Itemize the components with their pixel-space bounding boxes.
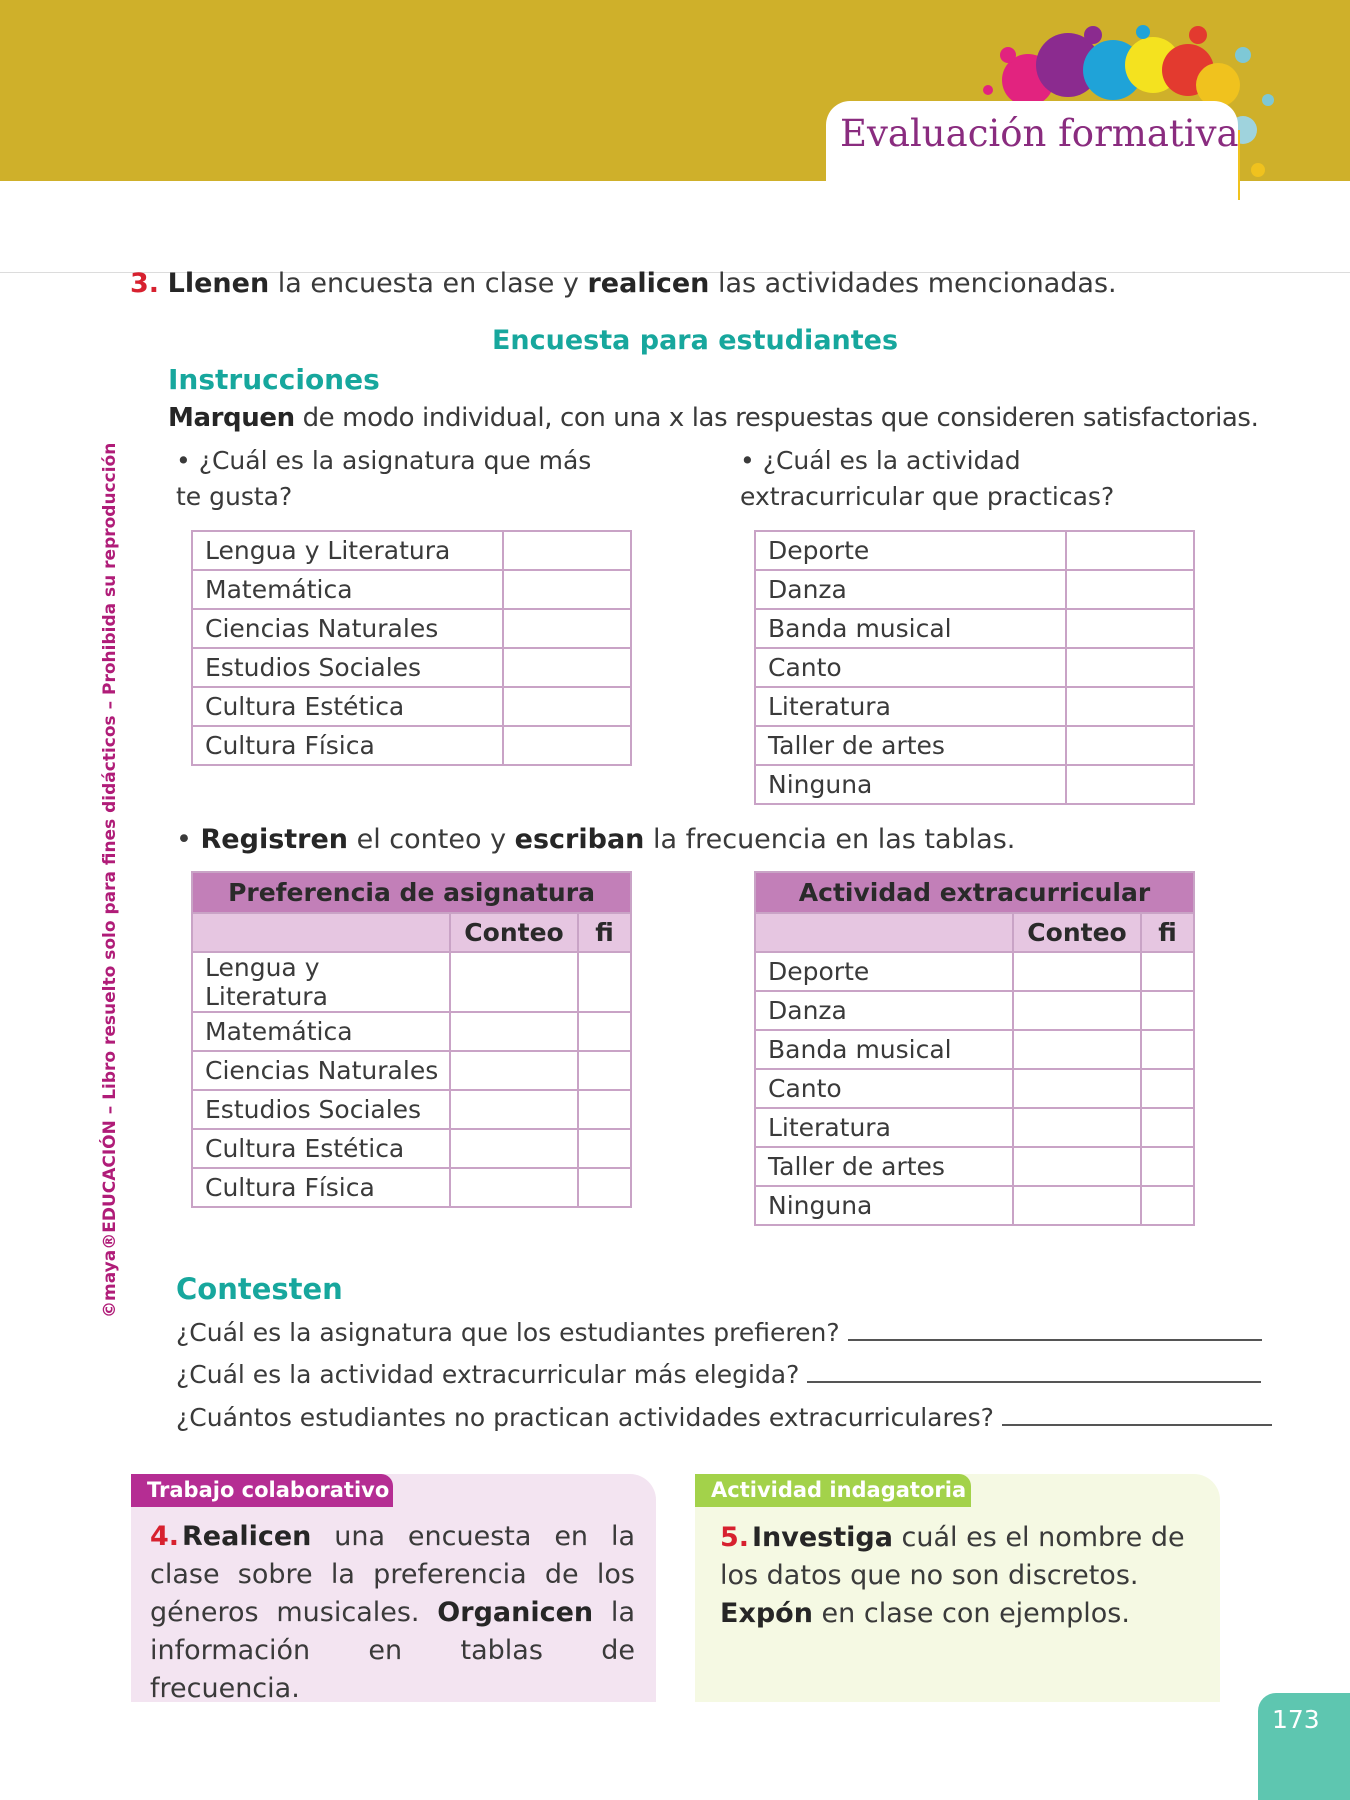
inquiry-tag: Actividad indagatoria	[695, 1474, 971, 1507]
category-label: Ninguna	[755, 1186, 1013, 1225]
verb-llenen: Llenen	[167, 268, 270, 299]
fi-cell[interactable]	[578, 1012, 631, 1051]
conteo-cell[interactable]	[450, 952, 578, 1012]
option-label: Taller de artes	[755, 726, 1066, 765]
mark-cell[interactable]	[503, 726, 631, 765]
fi-cell[interactable]	[578, 1051, 631, 1090]
mark-cell[interactable]	[1066, 531, 1194, 570]
category-label: Cultura Estética	[192, 1129, 450, 1168]
table-row	[755, 1030, 1194, 1069]
table-row	[755, 687, 1194, 726]
option-label: Cultura Estética	[192, 687, 503, 726]
fi-cell[interactable]	[1141, 1108, 1194, 1147]
collaborative-text: 4. Realicen una encuesta en la clase sobre la preferencia de los géneros musicales. Organicen la información en tablas de frecuencia.	[150, 1521, 635, 1704]
answer-line-2[interactable]	[807, 1380, 1261, 1383]
fi-cell[interactable]	[1141, 1147, 1194, 1186]
mark-cell[interactable]	[1066, 648, 1194, 687]
header-conteo: Conteo	[450, 913, 578, 952]
table-row	[192, 1168, 631, 1207]
instructions-text: Marquen de modo individual, con una x las respuestas que consideren satisfactorias.	[168, 403, 1259, 433]
activity-question: • ¿Cuál es la actividad extracurricular que practicas?	[740, 446, 1115, 511]
fi-cell[interactable]	[1141, 1069, 1194, 1108]
table-row	[755, 531, 1194, 570]
table-row	[755, 726, 1194, 765]
conteo-cell[interactable]	[450, 1129, 578, 1168]
table-row	[192, 531, 631, 570]
answer-line-3[interactable]	[1002, 1423, 1272, 1426]
option-label: Ciencias Naturales	[192, 609, 503, 648]
instructions-heading: Instrucciones	[168, 363, 380, 396]
header-blank	[755, 913, 1013, 952]
conteo-cell[interactable]	[450, 1012, 578, 1051]
option-label: Lengua y Literatura	[192, 531, 503, 570]
table-row	[755, 1108, 1194, 1147]
option-label: Banda musical	[755, 609, 1066, 648]
category-label: Deporte	[755, 952, 1013, 991]
category-label: Ciencias Naturales	[192, 1051, 450, 1090]
category-label: Matemática	[192, 1012, 450, 1051]
conteo-cell[interactable]	[450, 1168, 578, 1207]
conteo-cell[interactable]	[1013, 952, 1141, 991]
inquiry-text: 5. Investiga cuál es el nombre de los datos que no son discretos. Expón en clase con ejemplos.	[720, 1522, 1185, 1629]
category-label: Canto	[755, 1069, 1013, 1108]
option-label: Deporte	[755, 531, 1066, 570]
table-row	[192, 570, 631, 609]
category-label: Literatura	[755, 1108, 1013, 1147]
table-row	[755, 609, 1194, 648]
table-row	[192, 687, 631, 726]
table-title: Preferencia de asignatura	[192, 872, 631, 913]
table-row	[755, 570, 1194, 609]
conteo-cell[interactable]	[1013, 1147, 1141, 1186]
answers-heading: Contesten	[176, 1272, 343, 1306]
table-row	[192, 648, 631, 687]
conteo-cell[interactable]	[1013, 991, 1141, 1030]
fi-cell[interactable]	[1141, 1186, 1194, 1225]
mark-cell[interactable]	[1066, 570, 1194, 609]
fi-cell[interactable]	[578, 1129, 631, 1168]
table-row	[192, 1051, 631, 1090]
verb-realicen: realicen	[587, 268, 710, 299]
fi-cell[interactable]	[1141, 991, 1194, 1030]
table-row	[755, 952, 1194, 991]
category-label: Banda musical	[755, 1030, 1013, 1069]
question-3: 3. Llenen la encuesta en clase y realicen las actividades mencionadas.	[130, 268, 1117, 299]
option-label: Danza	[755, 570, 1066, 609]
table-row	[192, 1129, 631, 1168]
answer-row-2: ¿Cuál es la actividad extracurricular más elegida?	[176, 1360, 1261, 1389]
activity-survey-table	[754, 530, 1195, 805]
fi-cell[interactable]	[578, 1168, 631, 1207]
table-row	[192, 609, 631, 648]
mark-cell[interactable]	[1066, 726, 1194, 765]
fi-cell[interactable]	[578, 952, 631, 1012]
category-label: Taller de artes	[755, 1147, 1013, 1186]
header-blank	[192, 913, 450, 952]
mark-cell[interactable]	[503, 648, 631, 687]
page-number: 173	[1272, 1705, 1320, 1734]
header-fi: fi	[578, 913, 631, 952]
category-label: Lengua y Literatura	[192, 952, 450, 1012]
table-row	[192, 1090, 631, 1129]
mark-cell[interactable]	[1066, 687, 1194, 726]
option-label: Ninguna	[755, 765, 1066, 804]
category-label: Estudios Sociales	[192, 1090, 450, 1129]
table-row	[192, 1012, 631, 1051]
conteo-cell[interactable]	[450, 1051, 578, 1090]
answer-line-1[interactable]	[848, 1338, 1262, 1341]
fi-cell[interactable]	[1141, 1030, 1194, 1069]
fi-cell[interactable]	[1141, 952, 1194, 991]
subject-frequency-table	[191, 871, 632, 1208]
survey-title: Encuesta para estudiantes	[491, 325, 899, 356]
answer-row-1: ¿Cuál es la asignatura que los estudiantes prefieren?	[176, 1318, 1262, 1347]
conteo-cell[interactable]	[1013, 1030, 1141, 1069]
conteo-cell[interactable]	[1013, 1069, 1141, 1108]
answer-row-3: ¿Cuántos estudiantes no practican actividades extracurriculares?	[176, 1403, 1272, 1432]
table-row	[755, 648, 1194, 687]
mark-cell[interactable]	[503, 609, 631, 648]
activity-frequency-table	[754, 871, 1195, 1226]
option-label: Matemática	[192, 570, 503, 609]
category-label: Danza	[755, 991, 1013, 1030]
mark-cell[interactable]	[1066, 765, 1194, 804]
table-row	[192, 952, 631, 1012]
option-label: Canto	[755, 648, 1066, 687]
register-instruction: • Registren el conteo y escriban la frecuencia en las tablas.	[176, 824, 1016, 855]
fi-cell[interactable]	[578, 1090, 631, 1129]
table-row	[755, 991, 1194, 1030]
table-row	[755, 1069, 1194, 1108]
mark-cell[interactable]	[503, 687, 631, 726]
option-label: Estudios Sociales	[192, 648, 503, 687]
conteo-cell[interactable]	[450, 1090, 578, 1129]
mark-cell[interactable]	[503, 531, 631, 570]
option-label: Cultura Física	[192, 726, 503, 765]
mark-cell[interactable]	[503, 570, 631, 609]
collaborative-tag: Trabajo colaborativo	[131, 1474, 393, 1507]
table-row	[755, 1147, 1194, 1186]
table-row	[755, 1186, 1194, 1225]
header-conteo: Conteo	[1013, 913, 1141, 952]
copyright-sidebar: ©maya®EDUCACIÓN – Libro resuelto solo para fines didácticos – Prohibida su reproducción	[100, 442, 120, 1318]
header-fi: fi	[1141, 913, 1194, 952]
conteo-cell[interactable]	[1013, 1186, 1141, 1225]
conteo-cell[interactable]	[1013, 1108, 1141, 1147]
option-label: Literatura	[755, 687, 1066, 726]
subject-survey-table	[191, 530, 632, 766]
table-row	[755, 765, 1194, 804]
subject-question: • ¿Cuál es la asignatura que más te gusta?	[176, 446, 592, 511]
table-title: Actividad extracurricular	[755, 872, 1194, 913]
mark-cell[interactable]	[1066, 609, 1194, 648]
table-row	[192, 726, 631, 765]
question-number: 3.	[130, 268, 160, 299]
category-label: Cultura Física	[192, 1168, 450, 1207]
section-title: Evaluación formativa	[840, 112, 1239, 155]
